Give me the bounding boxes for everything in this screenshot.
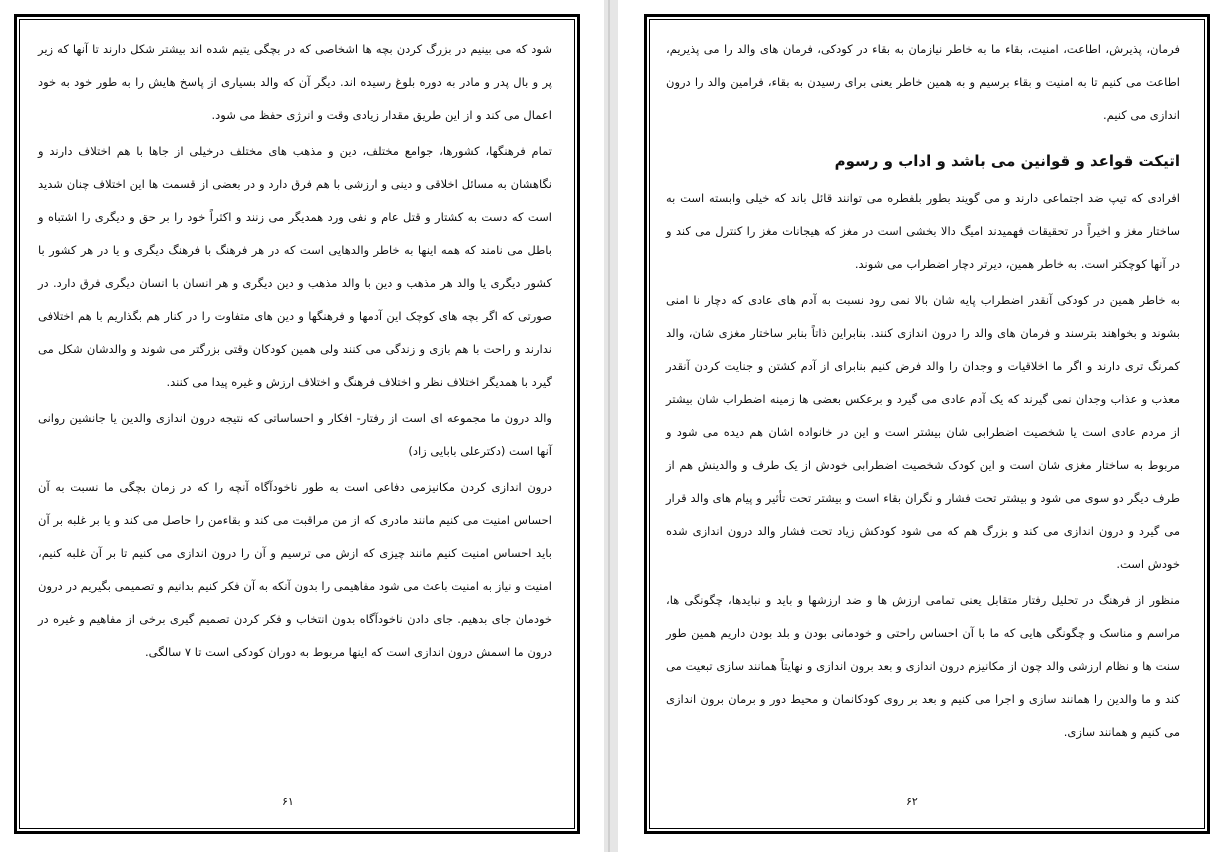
page-number: ۶۲ [906, 795, 918, 808]
right-page-text [666, 33, 1180, 752]
paragraph: شود که می بینیم در بزرگ کردن بچه ها اشخاصی که در بچگی یتیم شده اند بیشتر شکل دارند تا آنها که زیر پر و بال پدر و مادر به دوره بلوغ رسیده اند. دیگر آن که والد بسیاری از پاسخ هایش را به طور خود به خود اعمال می کند و از این طریق مقدار زیادی وقت و انرژی حفظ می شود. [38, 42, 552, 122]
paragraph: افرادی که تیپ ضد اجتماعی دارند و می گویند بطور بلفطره می توانند قائل باند که خیلی وابسته است به ساختار مغز و اخیراً در تحقیقات فهمیدند امیگ دالا بخشی است در مغز که هیجانات مغز را کنترل می کند و در آنها کوچکتر است. به خاطر همین، دیرتر دچار اضطراب می شوند. [666, 191, 1180, 271]
section-heading: اتیکت قواعد و قوانین می باشد و اداب و رسوم [834, 152, 1180, 170]
paragraph: منظور از فرهنگ در تحلیل رفتار متقابل یعنی تمامی ارزش ها و ضد ارزشها و باید و نبایدها، چگونگی ها، مراسم و مناسک و چگونگی هایی که ما با آن احساس راحتی و خودمانی بودن و بلد بودن داریم همین طور سنت ها و نظام ارزشی والد چون از مکانیزم درون اندازی و بعد برون اندازی و نهایتاً همانند سازی تبعیت می کند و ما والدین را همانند سازی و اجرا می کنیم و بعد بر روی کودکانمان و محیط دور و برمان برون اندازی می کنیم و همانند سازی. [666, 593, 1180, 739]
right-page [618, 0, 1222, 852]
paragraph: تمام فرهنگها، کشورها، جوامع مختلف، دین و مذهب های مختلف درخیلی از جاها با هم اختلاف دارند و نگاهشان به مسائل اخلاقی و دینی و ارزشی با هم فرق دارد و در بعضی از قسمت ها این اختلاف چنان شدید است که دست به کشتار و قتل عام و نفی ورد همدیگر می زنند و اکثراً خود را بر حق و دیگری را اشتباه و باطل می نامند که همه اینها به خاطر والدهایی است که در هر فرهنگ با فرهنگ دیگری و یا در هر کشور با کشور دیگری یا والد هر مذهب و دین با والد مذهب و دین دیگری و هر انسان با انسان دیگری فرق دارد. در صورتی که اگر بچه های کوچک این آدمها و فرهنگها و دین های متفاوت را در کنار هم بگذاریم با هم اختلافی ندارند و راحت با هم بازی و زندگی می کنند ولی همین کودکان وقتی بزرگتر می شوند و والدشان شکل می گیرد با همدیگر اختلاف نظر و اختلاف فرهنگ و اختلاف ارزش و غیره پیدا می کنند. [38, 144, 552, 389]
paragraph: فرمان، پذیرش، اطاعت، امنیت، بقاء ما به خاطر نیازمان به بقاء در کودکی، فرمان های والد را می پذیریم، اطاعت می کنیم تا به امنیت و بقاء برسیم و به همین خاطر یعنی برای رسیدن به بقاء، فرامین والد را درون اندازی می کنیم. [666, 42, 1180, 122]
page-number: ۶۱ [282, 795, 294, 808]
paragraph: به خاطر همین در کودکی آنقدر اضطراب پایه شان بالا نمی رود نسبت به آدم های عادی که دچار نا امنی بشوند و بخواهند بترسند و فرمان های والد را درون اندازی کنند. بنابراین ذاتاً بنابر ساختار مغزی شان، والد کمرنگ تری دارند و اگر ما اخلاقیات و وجدان را والد فرض کنیم بنابرای از آدم کشتن و جنایت کردن آنقدر معذب و عذاب وجدان نمی گیرند که یک آدم عادی می گیرد و برعکس بعضی ها زمینه اضطراب شان بیشتر از مردم عادی است یا شخصیت اضطرابی شان بیشتر است و این در خانواده اشان هم دیده می شود و مربوط به ساختار مغزی شان است و این کودک شخصیت اضطرابی خودش از یک طرف و والدینش هم از طرف دیگر دو سوی می شود و بیشتر تحت فشار و نگران بقاء است و بیشتر تحت تأثیر و پیام های والد قرار می گیرد و درون اندازی می کند و بزرگ هم که می شود کودکش زیاد تحت فشار والد درون اندازی شده خودش است. [666, 293, 1180, 571]
page-gutter [604, 0, 618, 852]
left-page [0, 0, 604, 852]
paragraph: والد درون ما مجموعه ای است از رفتار- افکار و احساساتی که نتیجه درون اندازی والدین یا جانشین روانی آنها است (دکترعلی بابایی زاد) [38, 411, 552, 458]
paragraph: درون اندازی کردن مکانیزمی دفاعی است به طور ناخودآگاه آنچه را که در زمان بچگی ما نسبت به آن احساس امنیت می کنیم مانند مادری که از من مراقبت می کند و بقاءمن را حاصل می کند و یا بر غلبه بر آن باید احساس امنیت کنیم مانند چیزی که ازش می ترسیم و آن را درون اندازی می کنیم تا بر آن غلبه کنیم، امنیت و نیاز به امنیت باعث می شود مفاهیمی را بدون آنکه به آن فکر کنیم بدانیم و تصمیمی بگیریم در درون خودمان جای بدهیم. جای دادن ناخودآگاه بدون انتخاب و فکر کردن تصمیم گیری برخی از مفاهیم و غیره در درون ما اسمش درون اندازی است که اینها مربوط به دوران کودکی است تا ۷ سالگی. [38, 480, 552, 659]
left-page-text [38, 33, 552, 672]
